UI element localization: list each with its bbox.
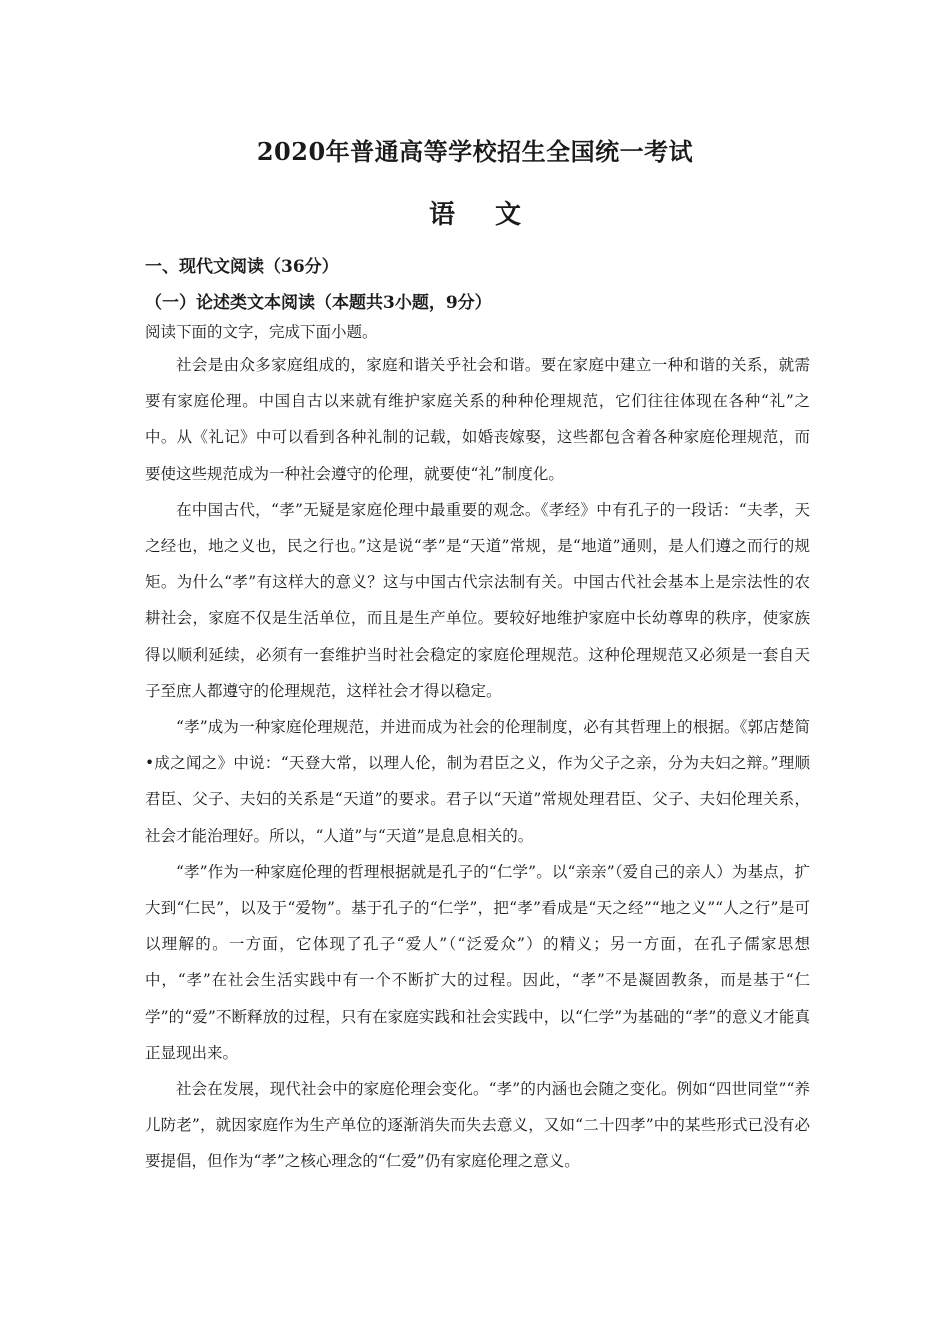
section-heading: 一、现代文阅读（36分） <box>145 257 339 277</box>
reading-instruction: 阅读下面的文字，完成下面小题。 <box>145 323 378 341</box>
paragraph: 在中国古代，“孝”无疑是家庭伦理中最重要的观念。《孝经》中有孔子的一段话：“夫孝，天之经也，地之义也，民之行也。”这是说“孝”是“天道”常规，是“地道”通则，是人们遵之而行的规矩。为什么“孝”有这样大的意义？这与中国古代宗法制有关。中国古代社会基本上是宗法性的农耕社会，家庭不仅是生活单位，而且是生产单位。要较好地维护家庭中长幼尊卑的秩序，使家族得以顺利延续，必须有一套维护当时社会稳定的家庭伦理规范。这种伦理规范又必须是一套自天子至庶人都遵守的伦理规范，这样社会才得以稳定。 <box>145 500 810 700</box>
paragraph: 社会是由众多家庭组成的，家庭和谐关乎社会和谐。要在家庭中建立一种和谐的关系，就需要有家庭伦理。中国自古以来就有维护家庭关系的种种伦理规范，它们往往体现在各种“礼”之中。从《礼记》中可以看到各种礼制的记载，如婚丧嫁娶，这些都包含着各种家庭伦理规范，而要使这些规范成为一种社会遵守的伦理，就要使“礼”制度化。 <box>145 356 810 483</box>
exam-title: 2020年普通高等学校招生全国统一考试 <box>256 137 694 166</box>
sub-heading: （一）论述类文本阅读（本题共3小题，9分） <box>145 293 492 313</box>
subject-title: 语文 <box>428 200 561 230</box>
paragraph: “孝”成为一种家庭伦理规范，并进而成为社会的伦理制度，必有其哲理上的根据。《郭店楚简•成之闻之》中说：“天登大常，以理人伦，制为君臣之义，作为父子之亲，分为夫妇之辩。”理顺君臣、父子、夫妇的关系是“天道”的要求。君子以“天道”常规处理君臣、父子、夫妇伦理关系，社会才能治理好。所以，“人道”与“天道”是息息相关的。 <box>145 718 810 845</box>
paragraph: “孝”作为一种家庭伦理的哲理根据就是孔子的“仁学”。以“亲亲”（爱自己的亲人）为基点，扩大到“仁民”，以及于“爱物”。基于孔子的“仁学”，把“孝”看成是“天之经”“地之义”“人之行”是可以理解的。一方面，它体现了孔子“爱人”（“泛爱众”）的精义；另一方面，在孔子儒家思想中，“孝”在社会生活实践中有一个不断扩大的过程。因此，“孝”不是凝固教条，而是基于“仁学”的“爱”不断释放的过程，只有在家庭实践和社会实践中，以“仁学”为基础的“孝”的意义才能真正显现出来。 <box>145 862 810 1062</box>
passage-body <box>145 347 810 1180</box>
paragraph: 社会在发展，现代社会中的家庭伦理会变化。“孝”的内涵也会随之变化。例如“四世同堂”“养儿防老”，就因家庭作为生产单位的逐渐消失而失去意义，又如“二十四孝”中的某些形式已没有必要提倡，但作为“孝”之核心理念的“仁爱”仍有家庭伦理之意义。 <box>145 1080 810 1171</box>
